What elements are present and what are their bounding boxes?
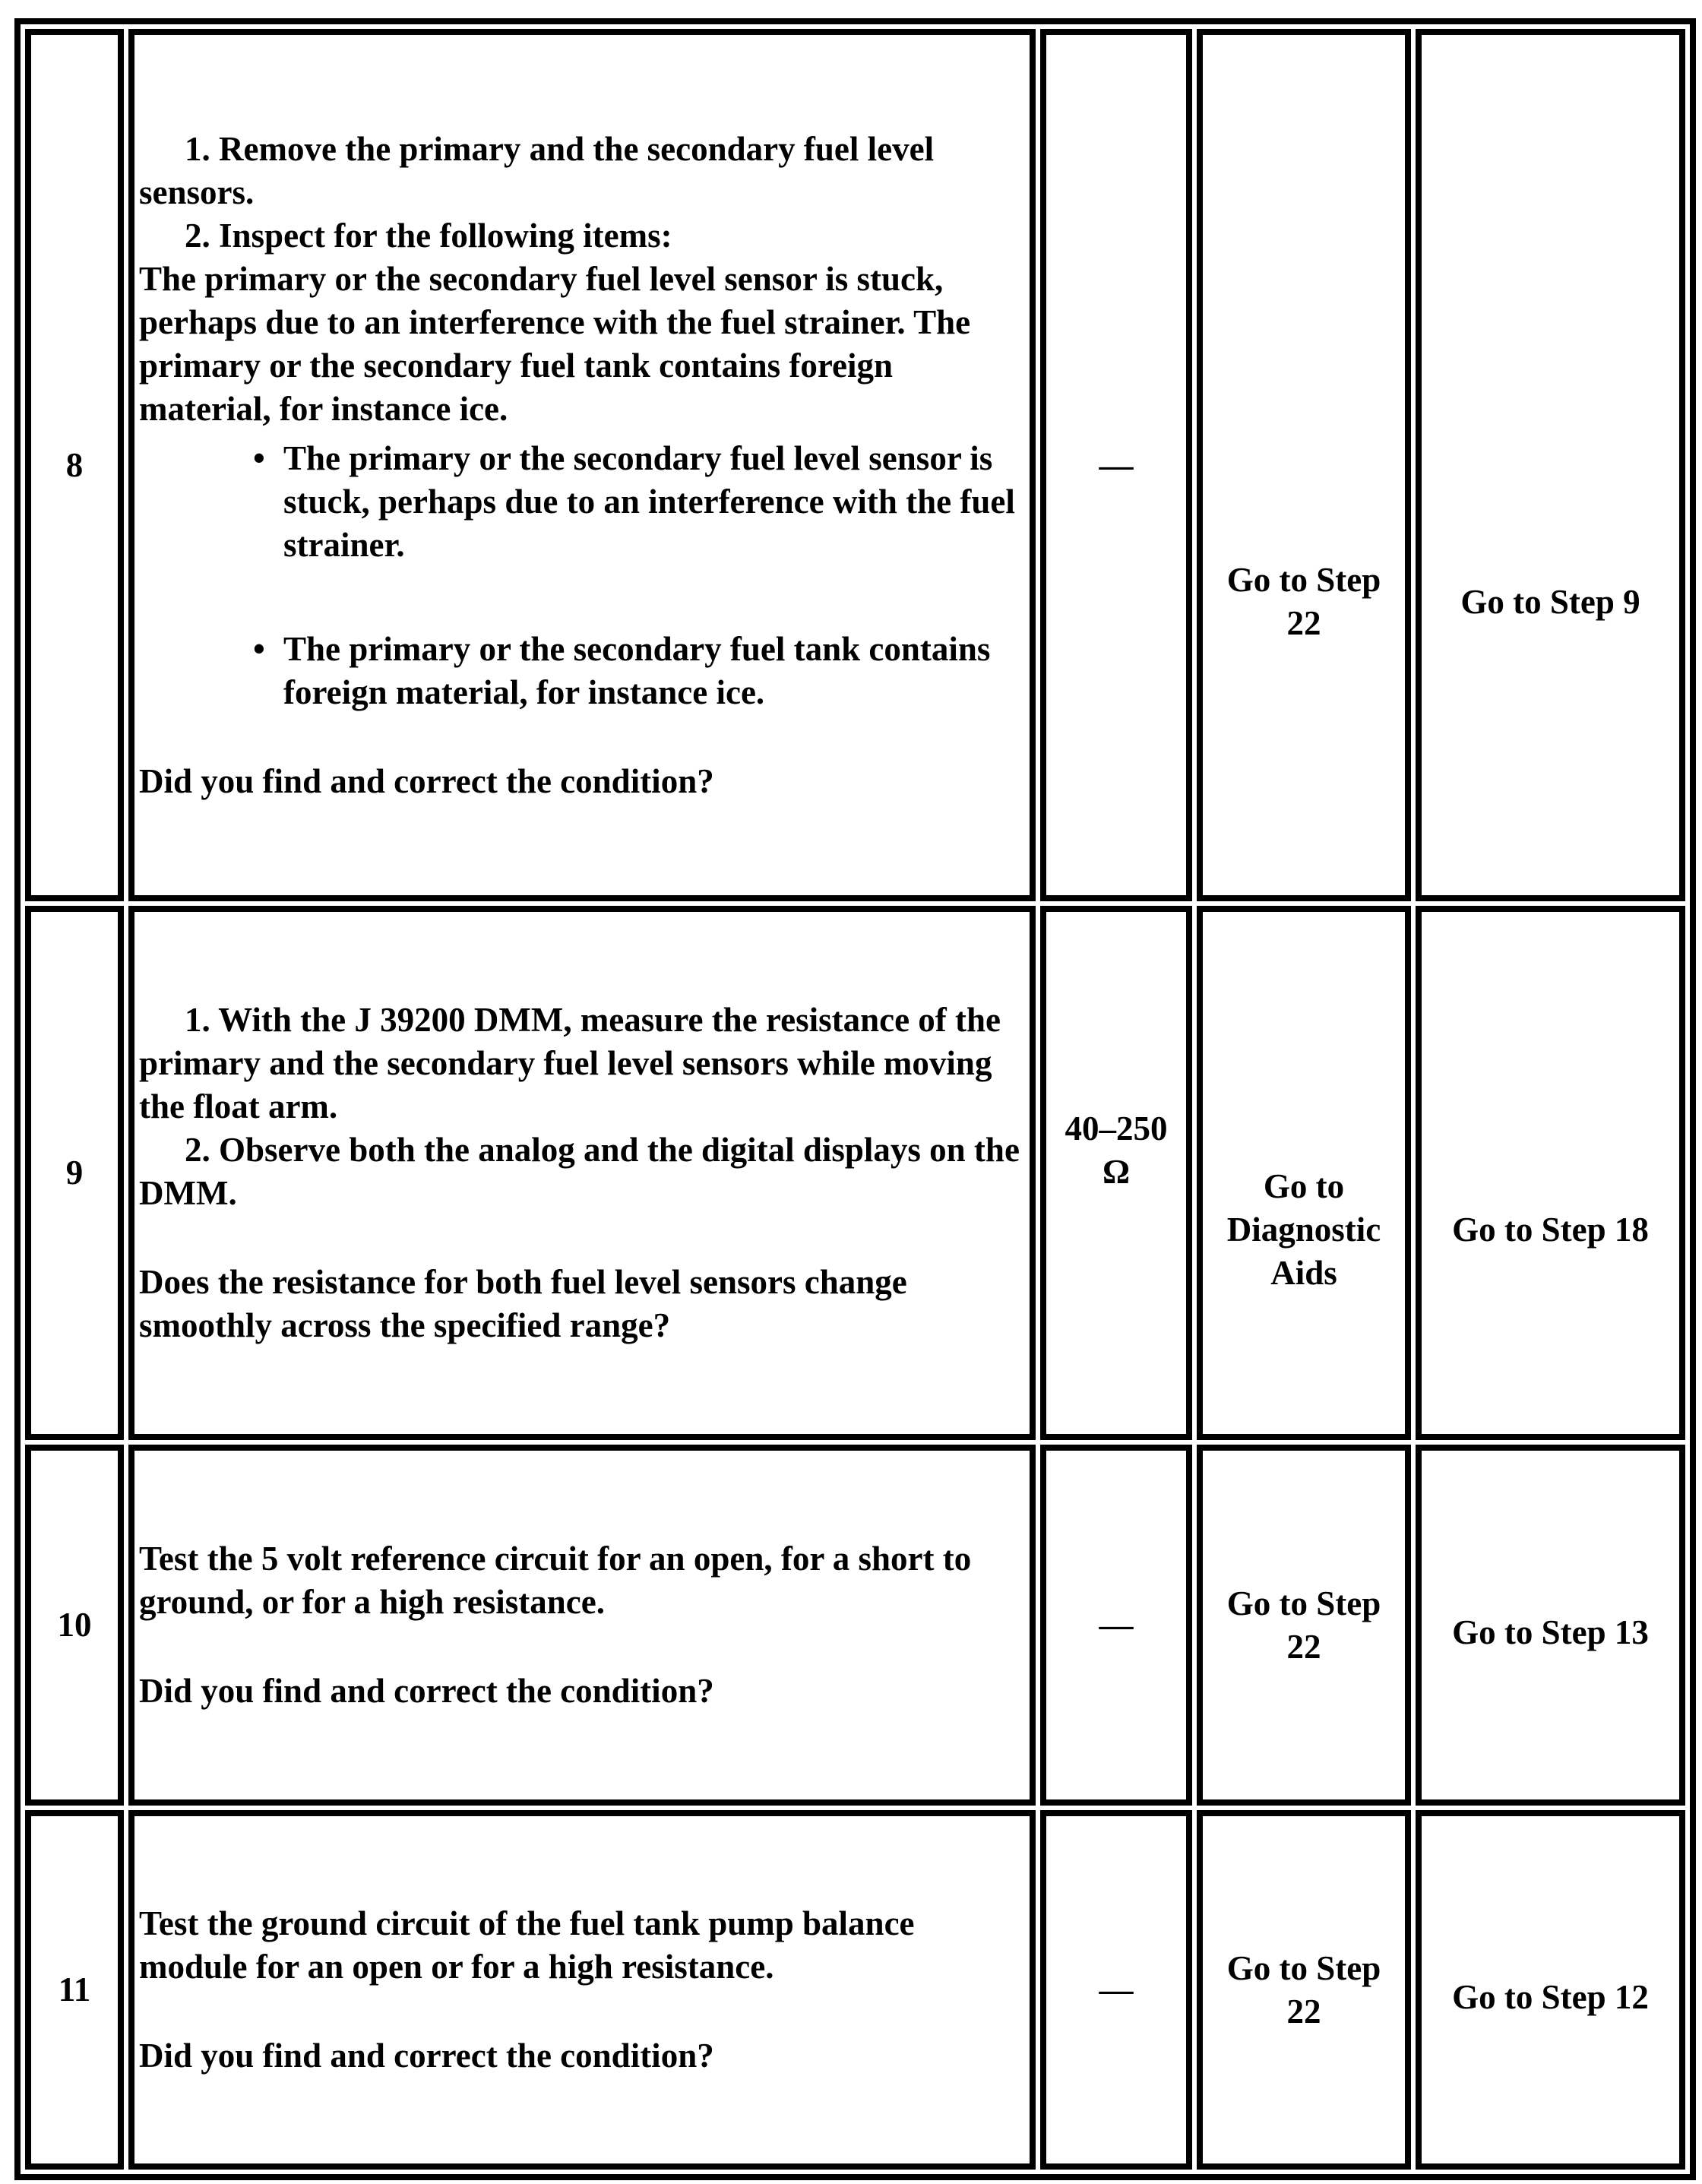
bullet-item: • The primary or the secondary fuel tank contains foreign material, for instance ice. (283, 628, 1025, 714)
no-action: Go to Step 13 (1416, 1445, 1685, 1806)
action-question: Does the resistance for both fuel level sensors change smoothly across the specified range? (139, 1263, 907, 1344)
step-number: 10 (25, 1445, 124, 1806)
table-row (25, 906, 1685, 1440)
bullet-list (139, 437, 1025, 714)
yes-action: Go to Diagnostic Aids (1197, 906, 1411, 1440)
action-question: Did you find and correct the condition? (139, 761, 714, 800)
table-row (25, 1810, 1685, 2170)
action-text: Test the 5 volt reference circuit for an open, for a short to ground, or for a high resistance. (139, 1540, 972, 1621)
no-action: Go to Step 12 (1416, 1810, 1685, 2170)
action-item: 1. With the J 39200 DMM, measure the resistance of the primary and the secondary fuel level sensors while moving the float arm. (139, 1001, 1001, 1125)
table-row (25, 29, 1685, 901)
diagnostic-steps-table (14, 18, 1696, 2180)
bullet-item: • The primary or the secondary fuel level sensor is stuck, perhaps due to an interference with the fuel strainer. (283, 437, 1025, 567)
action-question: Did you find and correct the condition? (139, 1672, 714, 1710)
step-value: — (1040, 1445, 1192, 1806)
step-value: 40–250 Ω (1040, 906, 1192, 1440)
table-row (25, 1445, 1685, 1806)
action-paragraph: The primary or the secondary fuel level sensor is stuck, perhaps due to an interference with the fuel strainer. The primary or the secondary fuel tank contains foreign material, for instance ice. (139, 259, 971, 428)
action-item: 2. Inspect for the following items: (185, 216, 672, 255)
no-action: Go to Step 18 (1416, 906, 1685, 1440)
step-action (128, 906, 1036, 1440)
yes-action: Go to Step 22 (1197, 29, 1411, 901)
action-item: 2. Observe both the analog and the digital displays on the DMM. (139, 1131, 1020, 1212)
step-number: 9 (25, 906, 124, 1440)
action-text: Test the ground circuit of the fuel tank pump balance module for an open or for a high resistance. (139, 1904, 915, 1986)
action-question: Did you find and correct the condition? (139, 2037, 714, 2075)
step-value: — (1040, 1810, 1192, 2170)
step-action (128, 29, 1036, 901)
action-item: 1. Remove the primary and the secondary fuel level sensors. (139, 129, 935, 211)
no-action: Go to Step 9 (1416, 29, 1685, 901)
step-action (128, 1445, 1036, 1806)
step-value: — (1040, 29, 1192, 901)
step-number: 11 (25, 1810, 124, 2170)
yes-action: Go to Step 22 (1197, 1810, 1411, 2170)
step-number: 8 (25, 29, 124, 901)
step-action (128, 1810, 1036, 2170)
yes-action: Go to Step 22 (1197, 1445, 1411, 1806)
